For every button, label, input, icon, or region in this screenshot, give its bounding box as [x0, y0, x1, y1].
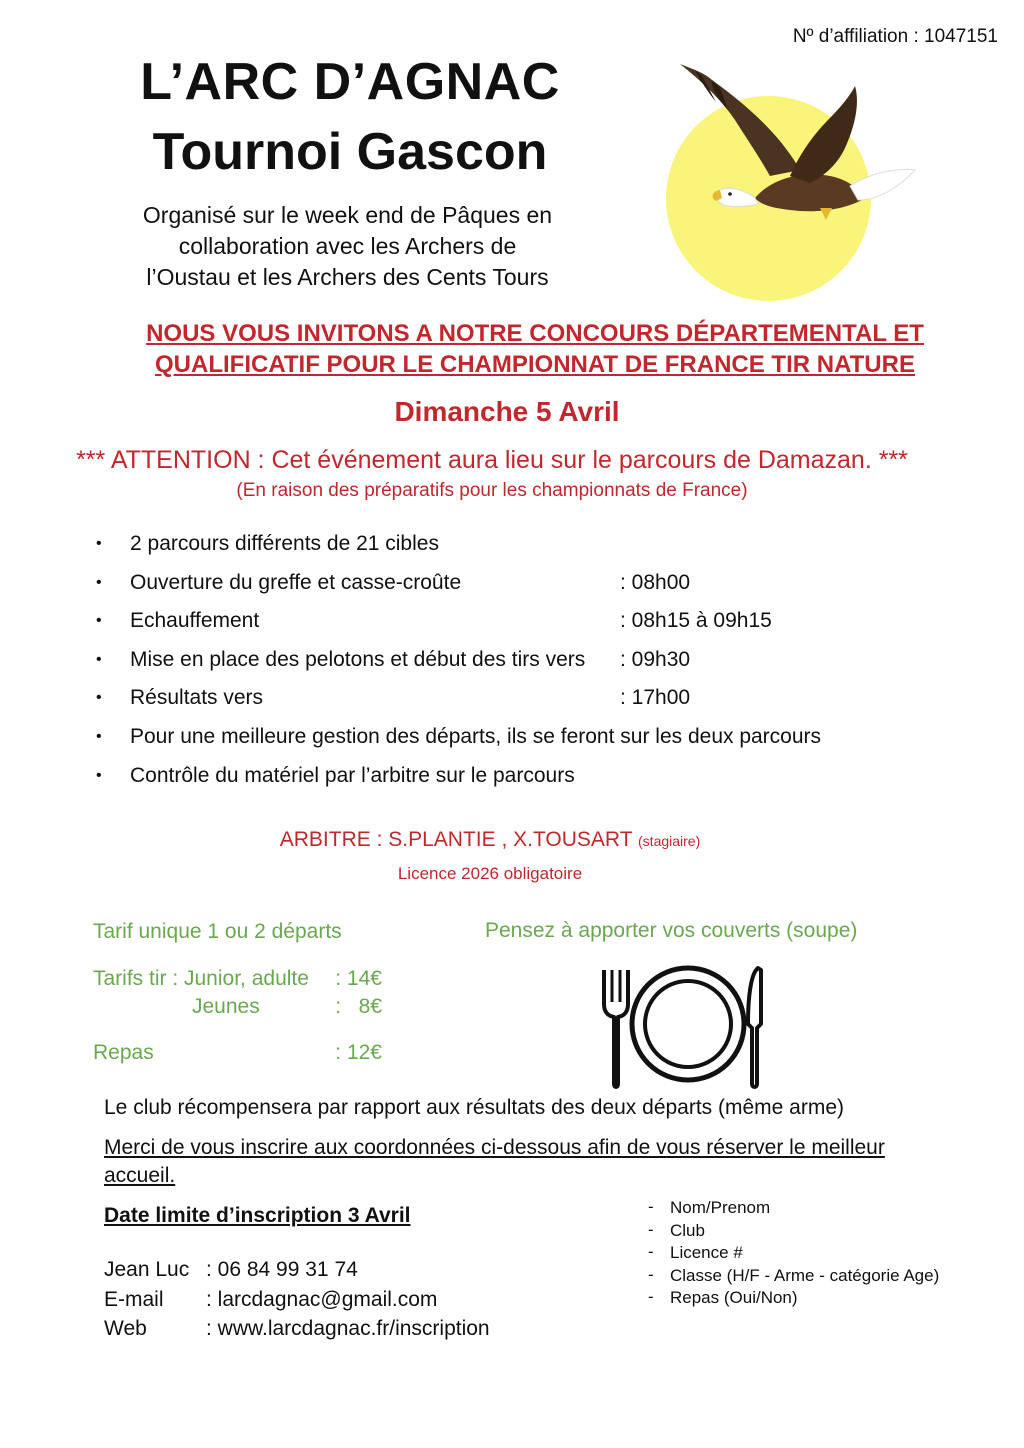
list-item: [96, 684, 956, 723]
bullet: •: [96, 766, 102, 784]
required-field: Licence #: [670, 1243, 743, 1263]
contact-value: : www.larcdagnac.fr/inscription: [206, 1317, 490, 1340]
attention-reason: (En raison des préparatifs pour les championnats de France): [236, 480, 748, 501]
list-item: [648, 1221, 939, 1244]
bullet: •: [96, 727, 102, 745]
bullet: •: [96, 650, 102, 668]
arbitre-note: (stagiaire): [638, 833, 701, 849]
invitation-heading: [60, 318, 1010, 380]
schedule-label: Contrôle du matériel par l’arbitre sur le parcours: [130, 763, 575, 787]
schedule-label: Mise en place des pelotons et début des tirs vers: [130, 647, 586, 671]
tarif-title: Tarif unique 1 ou 2 départs: [93, 920, 342, 943]
affiliation-number: Nº d’affiliation : 1047151: [792, 26, 998, 47]
licence-requirement: Licence 2026 obligatoire: [397, 864, 583, 883]
dash: -: [648, 1264, 654, 1284]
dash: -: [648, 1287, 654, 1307]
contact-value: : larcdagnac@gmail.com: [206, 1288, 438, 1311]
price-label-meal: Repas: [93, 1041, 154, 1064]
bullet: •: [96, 689, 102, 707]
dash: -: [648, 1219, 654, 1239]
contact-key: E-mail: [104, 1288, 164, 1311]
required-field: Repas (Oui/Non): [670, 1288, 798, 1308]
contact-key: Web: [104, 1317, 147, 1340]
list-item: [96, 723, 956, 762]
arbitre-line: [0, 828, 980, 852]
schedule-label: Echauffement: [130, 609, 260, 633]
club-title: L’ARC D’AGNAC: [140, 53, 560, 111]
attention-notice: *** ATTENTION : Cet événement aura lieu sur le parcours de Damazan. ***: [76, 446, 908, 474]
schedule-label: Ouverture du greffe et casse-croûte: [130, 570, 462, 594]
subtitle-line: l’Oustau et les Archers des Cents Tours: [146, 264, 549, 290]
list-item: [96, 762, 956, 801]
cutlery-reminder: Pensez à apporter vos couverts (soupe): [485, 919, 858, 942]
eagle-icon: [650, 58, 920, 238]
invite-line: NOUS VOUS INVITONS A NOTRE CONCOURS DÉPARTEMENTAL ET: [146, 320, 924, 347]
bullet: •: [96, 612, 102, 630]
tournament-title: Tournoi Gascon: [152, 123, 548, 181]
contact-key: Jean Luc: [104, 1258, 190, 1281]
list-item: [648, 1288, 939, 1311]
list-item: [96, 569, 956, 608]
schedule-label: 2 parcours différents de 21 cibles: [130, 532, 439, 555]
schedule-value: : 09h30: [620, 647, 691, 671]
schedule-value: : 08h15 à 09h15: [620, 609, 772, 633]
price-label-young: Jeunes: [192, 995, 260, 1018]
price-value-meal: : 12€: [335, 1041, 382, 1064]
recompense-note: Le club récompensera par rapport aux résultats des deux départs (même arme): [104, 1096, 845, 1119]
event-date: Dimanche 5 Avril: [394, 396, 620, 427]
bullet: •: [96, 573, 102, 591]
invite-line: QUALIFICATIF POUR LE CHAMPIONNAT DE FRANCE TIR NATURE: [155, 351, 915, 378]
schedule-value: : 17h00: [620, 686, 691, 710]
price-value-young: : 8€: [335, 995, 382, 1018]
required-fields-list: [648, 1198, 939, 1311]
schedule-label: Résultats vers: [130, 686, 264, 710]
contact-email: [104, 1288, 437, 1312]
organisation-description: [80, 200, 615, 293]
schedule-list: [96, 530, 956, 800]
contact-web: [104, 1317, 490, 1341]
list-item: [96, 646, 956, 685]
registration-deadline: Date limite d’inscription 3 Avril: [104, 1204, 411, 1227]
required-field: Nom/Prenom: [670, 1198, 771, 1217]
dash: -: [648, 1197, 654, 1216]
price-label-adult: Tarifs tir : Junior, adulte: [93, 967, 309, 990]
contact-value: : 06 84 99 31 74: [206, 1258, 358, 1281]
subtitle-line: collaboration avec les Archers de: [178, 233, 517, 259]
dash: -: [648, 1242, 654, 1262]
arbitre-names: ARBITRE : S.PLANTIE , X.TOUSART: [279, 828, 633, 851]
contact-phone: [104, 1258, 358, 1282]
schedule-label: Pour une meilleure gestion des départs, ils se feront sur les deux parcours: [130, 724, 822, 748]
list-item: [648, 1266, 939, 1289]
subtitle-line: Organisé sur le week end de Pâques en: [142, 202, 553, 228]
list-item: [648, 1198, 939, 1221]
list-item: [96, 607, 956, 646]
registration-request: Merci de vous inscrire aux coordonnées ci-dessous afin de vous réserver le meilleur accueil.: [104, 1136, 885, 1187]
schedule-value: : 08h00: [620, 570, 691, 594]
list-item: [648, 1243, 939, 1266]
required-field: Classe (H/F - Arme - catégorie Age): [670, 1265, 940, 1285]
cutlery-icon: [596, 962, 776, 1092]
list-item: [96, 530, 956, 569]
bullet: •: [96, 535, 102, 552]
price-value-adult: : 14€: [335, 967, 382, 990]
required-field: Club: [670, 1220, 705, 1240]
